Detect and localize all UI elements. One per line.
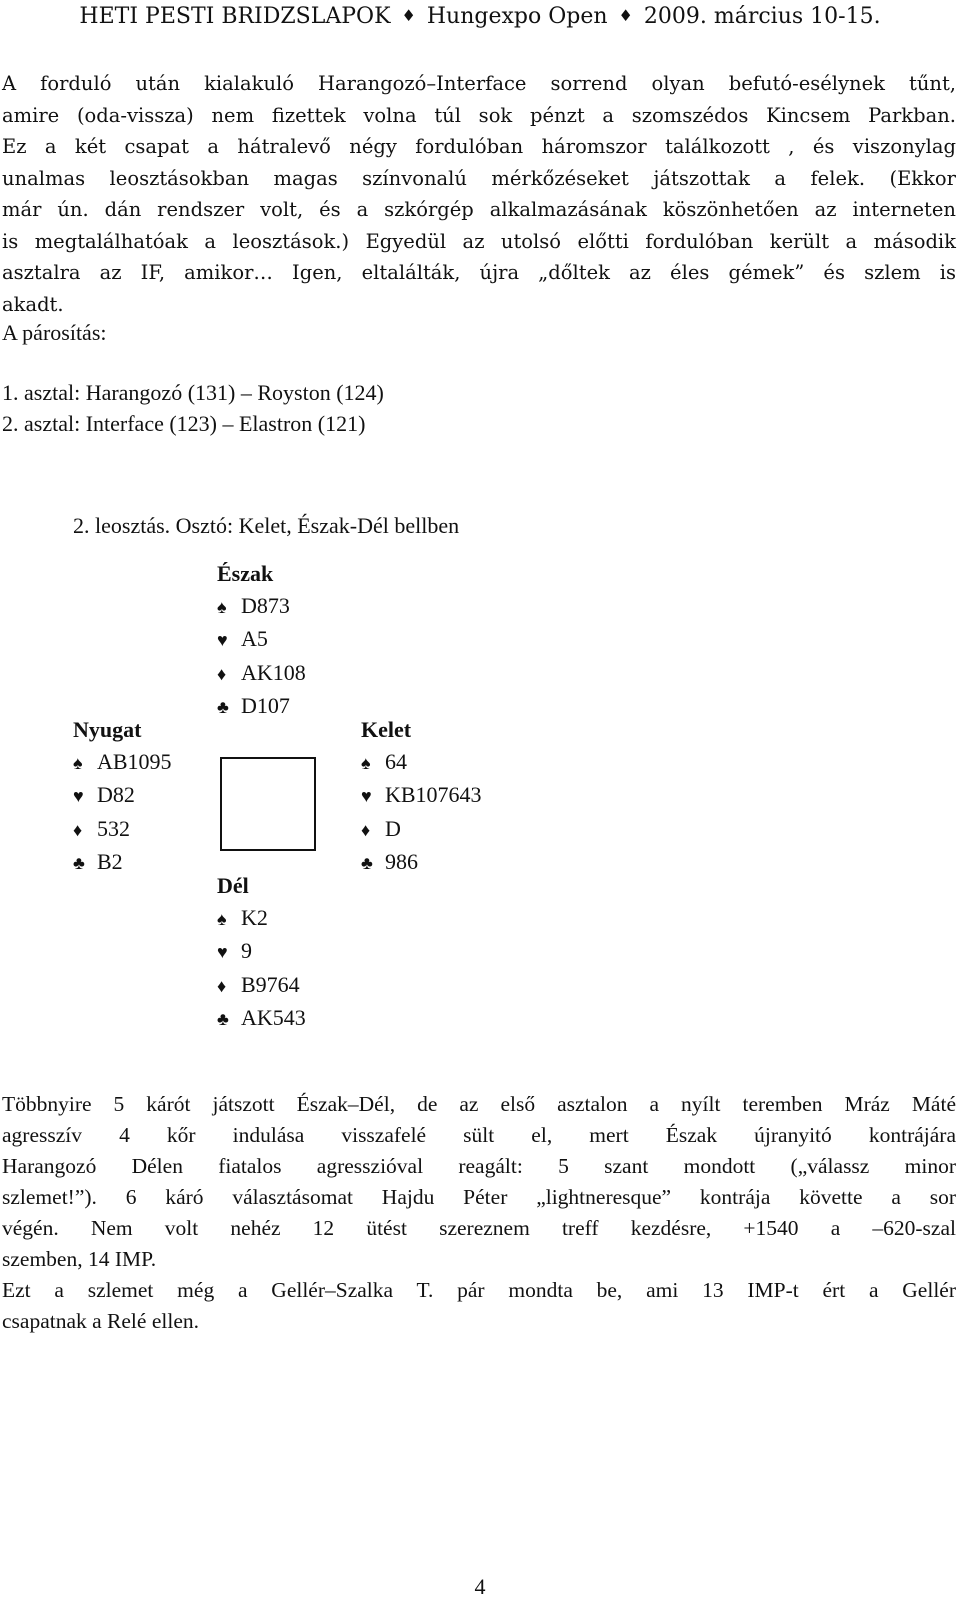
hand-north <box>217 558 306 724</box>
pairing-table-2: 2. asztal: Interface (123) – Elastron (121) <box>2 411 366 436</box>
spade-cards: K2 <box>241 904 268 930</box>
paragraph-line: amire (oda-vissza) nem fizettek volna túl sok pénzt a szomszédos Kincsem Parkban. <box>2 103 956 127</box>
header-event: Hungexpo Open <box>426 4 608 29</box>
hand-south <box>217 870 306 1036</box>
diamond-icon: ♦ <box>73 819 83 840</box>
diamond-cards: D <box>385 815 401 841</box>
hand-position-label: Kelet <box>361 717 412 742</box>
club-icon: ♣ <box>73 853 85 873</box>
paragraph-line: akadt. <box>2 292 64 316</box>
paragraph-line: már ún. dán rendszer volt, és a szkórgép alkalmazásának köszönhetően az interneten <box>2 198 956 221</box>
club-cards: D107 <box>241 693 290 718</box>
paragraph-line: agresszív 4 kőr indulása visszafelé sült el, mert Észak újranyitó kontrájára <box>2 1123 956 1147</box>
hand-position-label: Észak <box>217 561 274 586</box>
paragraph-line: szemben, 14 IMP. <box>2 1247 157 1271</box>
heart-cards: KB107643 <box>385 782 482 807</box>
header-title: HETI PESTI BRIDZSLAPOK <box>79 4 391 29</box>
card-table-square <box>220 757 316 851</box>
header-date: 2009. március 10-15. <box>643 4 881 29</box>
club-cards: AK543 <box>241 1005 306 1030</box>
diamond-cards: 532 <box>97 815 130 841</box>
heart-cards: 9 <box>241 938 252 963</box>
pairing-heading: A párosítás: <box>2 320 107 345</box>
spade-icon: ♠ <box>217 908 227 929</box>
diamond-cards: B9764 <box>241 971 300 997</box>
paragraph-line: szlemet!”). 6 káró választásomat Hajdu Péter „lightneresque” kontrája követte a sor <box>2 1185 956 1209</box>
diamond-icon: ♦ <box>361 819 371 840</box>
spade-icon: ♠ <box>73 752 83 773</box>
heart-icon: ♥ <box>217 630 228 650</box>
diamond-icon: ♦ <box>217 663 227 684</box>
hand-position-label: Dél <box>217 873 249 898</box>
club-icon: ♣ <box>217 1009 229 1029</box>
paragraph-line: Harangozó Délen fiatalos agresszióval reagált: 5 szant mondott („válassz minor <box>2 1154 956 1178</box>
paragraph-line: Ez a két csapat a hátralevő négy fordulóban háromszor találkozott , és viszonylag <box>2 135 956 158</box>
heart-icon: ♥ <box>361 786 372 806</box>
paragraph-line: unalmas leosztásokban magas színvonalú mérkőzéseket játszottak a felek. (Ekkor <box>2 166 956 190</box>
commentary-paragraph <box>2 1089 956 1337</box>
paragraph-line: Többnyire 5 kárót játszott Észak–Dél, de az első asztalon a nyílt teremben Mráz Máté <box>2 1092 956 1116</box>
hand-position-label: Nyugat <box>73 717 142 742</box>
paragraph-line: asztalra az IF, amikor… Igen, eltalálták, újra „dőltek az éles gémek” és szlem is <box>2 261 956 284</box>
club-icon: ♣ <box>217 697 229 717</box>
spade-cards: 64 <box>385 748 407 774</box>
paragraph-line: A forduló után kialakuló Harangozó–Interface sorrend olyan befutó-esélynek tűnt, <box>2 72 956 95</box>
intro-paragraph <box>2 68 956 320</box>
paragraph-line: végén. Nem volt nehéz 12 ütést szereznem treff kezdésre, +1540 a –620-szal <box>2 1216 956 1240</box>
spade-icon: ♠ <box>361 752 371 773</box>
spade-cards: AB1095 <box>97 748 172 774</box>
paragraph-line: csapatnak a Relé ellen. <box>2 1309 199 1333</box>
club-cards: 986 <box>385 849 418 874</box>
diamond-cards: AK108 <box>241 659 306 685</box>
spade-icon: ♠ <box>217 596 227 617</box>
club-icon: ♣ <box>361 853 373 873</box>
hand-west <box>73 714 172 880</box>
hand-east <box>361 714 482 880</box>
diamond-icon: ♦ <box>401 6 416 25</box>
spade-cards: D873 <box>241 592 290 618</box>
deal-title: 2. leosztás. Osztó: Kelet, Észak-Dél bellben <box>73 513 460 538</box>
heart-cards: A5 <box>241 626 268 651</box>
club-cards: B2 <box>97 849 123 874</box>
paragraph-line: Ezt a szlemet még a Gellér–Szalka T. pár mondta be, ami 13 IMP-t ért a Gellér <box>2 1278 956 1302</box>
diamond-icon: ♦ <box>217 975 227 996</box>
pairing-table-1: 1. asztal: Harangozó (131) – Royston (124) <box>2 380 384 405</box>
heart-icon: ♥ <box>217 942 228 962</box>
page-header <box>0 4 960 29</box>
heart-icon: ♥ <box>73 786 84 806</box>
page-number: 4 <box>474 1574 486 1599</box>
diamond-icon: ♦ <box>618 6 633 25</box>
heart-cards: D82 <box>97 782 135 807</box>
paragraph-line: is megtalálhatóak a leosztások.) Egyedül az utolsó előtti fordulóban került a második <box>2 229 956 253</box>
